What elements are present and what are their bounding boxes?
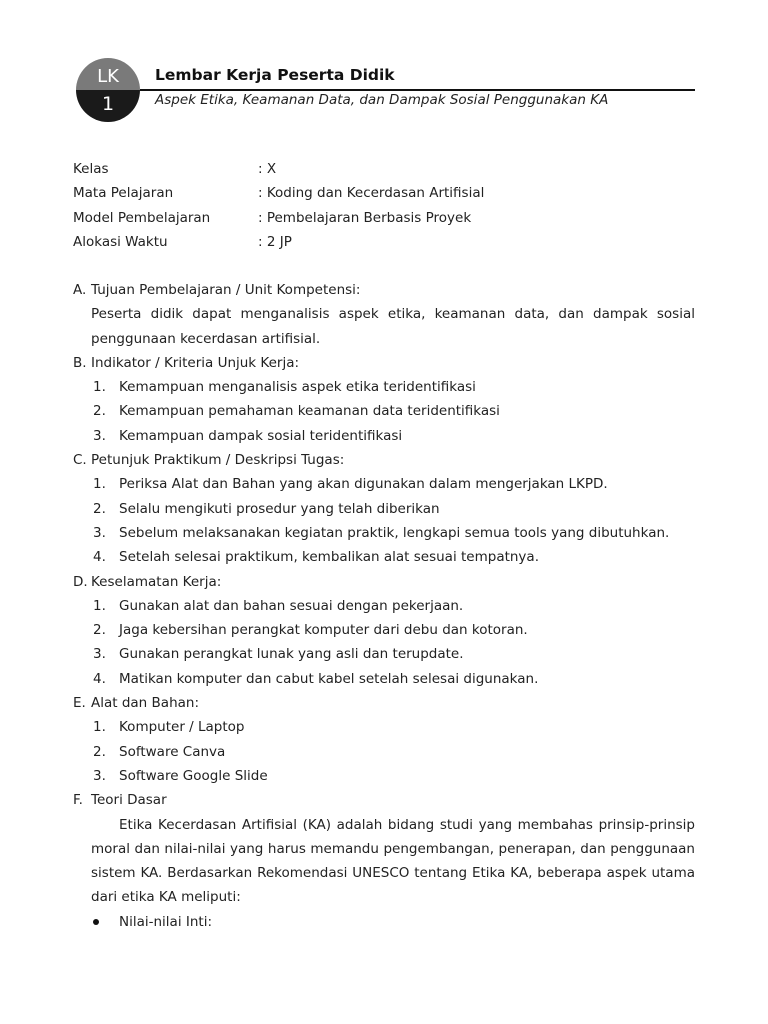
section-heading-e (73, 691, 695, 715)
list-text: Komputer / Laptop (119, 719, 245, 736)
list-number: 2. (93, 403, 106, 420)
list-number: 3. (93, 646, 106, 663)
list-text: Kemampuan pemahaman keamanan data teridentifikasi (119, 403, 500, 420)
list-item (73, 740, 695, 764)
list-number: 1. (93, 379, 106, 396)
info-label: Model Pembelajaran (73, 209, 211, 226)
list-number: 1. (93, 476, 106, 493)
bullet-item (73, 910, 695, 934)
list-item (73, 399, 695, 423)
bullet-icon (93, 919, 99, 925)
info-value: : Koding dan Kecerdasan Artifisial (258, 185, 485, 202)
info-value: : Pembelajaran Berbasis Proyek (258, 209, 472, 226)
bullet-text: Nilai-nilai Inti: (119, 913, 212, 930)
list-number: 2. (93, 743, 106, 760)
info-row (73, 206, 693, 230)
list-number: 1. (93, 719, 106, 736)
list-number: 3. (93, 767, 106, 784)
document-body (73, 278, 695, 934)
list-item (73, 472, 695, 496)
list-number: 3. (93, 427, 106, 444)
list-text: Software Canva (119, 743, 226, 760)
document-title: Lembar Kerja Peserta Didik (155, 66, 395, 84)
section-title: Indikator / Kriteria Unjuk Kerja: (91, 354, 300, 371)
list-text: Matikan komputer dan cabut kabel setelah selesai digunakan. (119, 670, 539, 687)
info-label: Kelas (73, 161, 109, 177)
section-letter: D. (73, 573, 88, 590)
info-value: : 2 JP (258, 233, 292, 250)
section-heading-c (73, 448, 695, 472)
section-heading-a (73, 278, 695, 302)
section-title: Keselamatan Kerja: (91, 573, 222, 590)
section-title: Alat dan Bahan: (91, 695, 199, 712)
section-letter: C. (73, 452, 87, 469)
lk-badge (76, 58, 140, 122)
list-number: 4. (93, 549, 106, 566)
list-item (73, 545, 695, 569)
section-a-text: Peserta didik dapat menganalisis aspek etika, keamanan data, dan dampak sosial penggunaan kecerdasan artifisial. (91, 306, 695, 347)
list-text: Sebelum melaksanakan kegiatan praktik, lengkapi semua tools yang dibutuhkan. (119, 524, 670, 541)
list-item (73, 375, 695, 399)
document-subtitle: Aspek Etika, Keamanan Data, dan Dampak Sosial Penggunakan KA (155, 92, 609, 108)
list-item (73, 497, 695, 521)
list-text: Periksa Alat dan Bahan yang akan digunakan dalam mengerjakan LKPD. (119, 476, 608, 493)
list-item (73, 424, 695, 448)
header-divider (140, 89, 695, 91)
section-letter: E. (73, 695, 86, 712)
section-letter: F. (73, 792, 83, 809)
lk-badge-number: 1 (76, 90, 140, 122)
list-text: Selalu mengikuti prosedur yang telah diberikan (119, 500, 440, 517)
section-e-list (73, 715, 695, 788)
list-number: 4. (93, 670, 106, 687)
list-text: Setelah selesai praktikum, kembalikan alat sesuai tempatnya. (119, 549, 539, 566)
list-number: 3. (93, 524, 106, 541)
section-c-list (73, 472, 695, 569)
section-title: Petunjuk Praktikum / Deskripsi Tugas: (91, 452, 345, 469)
list-text: Kemampuan menganalisis aspek etika teridentifikasi (119, 379, 476, 396)
lk-badge-label: LK (76, 58, 140, 90)
list-number: 2. (93, 622, 106, 639)
list-number: 2. (93, 500, 106, 517)
info-label: Mata Pelajaran (73, 185, 174, 202)
list-item (73, 667, 695, 691)
list-text: Jaga kebersihan perangkat komputer dari debu dan kotoran. (119, 622, 528, 639)
list-text: Gunakan perangkat lunak yang asli dan terupdate. (119, 646, 464, 663)
list-item (73, 618, 695, 642)
section-heading-b (73, 351, 695, 375)
section-title: Tujuan Pembelajaran / Unit Kompetensi: (91, 282, 361, 298)
info-label: Alokasi Waktu (73, 233, 168, 250)
list-item (73, 521, 695, 545)
info-value: : X (258, 161, 277, 177)
section-f-text: Etika Kecerdasan Artifisial (KA) adalah bidang studi yang membahas prinsip-prinsip moral dan nilai-nilai yang harus memandu pengembangan, penerapan, dan penggunaan sistem KA. Berdasarkan Rekomendasi UNESCO tentang Etika KA, beberapa aspek utama dari etika KA meliputi: (91, 816, 695, 906)
list-text: Software Google Slide (119, 767, 268, 784)
section-letter: B. (73, 354, 87, 371)
list-text: Kemampuan dampak sosial teridentifikasi (119, 427, 403, 444)
section-letter: A. (73, 282, 87, 298)
info-row (73, 181, 693, 205)
list-item (73, 594, 695, 618)
info-row (73, 230, 693, 254)
section-b-list (73, 375, 695, 448)
info-row (73, 157, 693, 181)
section-heading-f (73, 788, 695, 812)
list-item (73, 764, 695, 788)
section-heading-d (73, 570, 695, 594)
section-title: Teori Dasar (91, 792, 167, 809)
list-text: Gunakan alat dan bahan sesuai dengan pekerjaan. (119, 597, 464, 614)
list-item (73, 642, 695, 666)
section-d-list (73, 594, 695, 691)
list-item (73, 715, 695, 739)
info-table (73, 157, 693, 254)
list-number: 1. (93, 597, 106, 614)
